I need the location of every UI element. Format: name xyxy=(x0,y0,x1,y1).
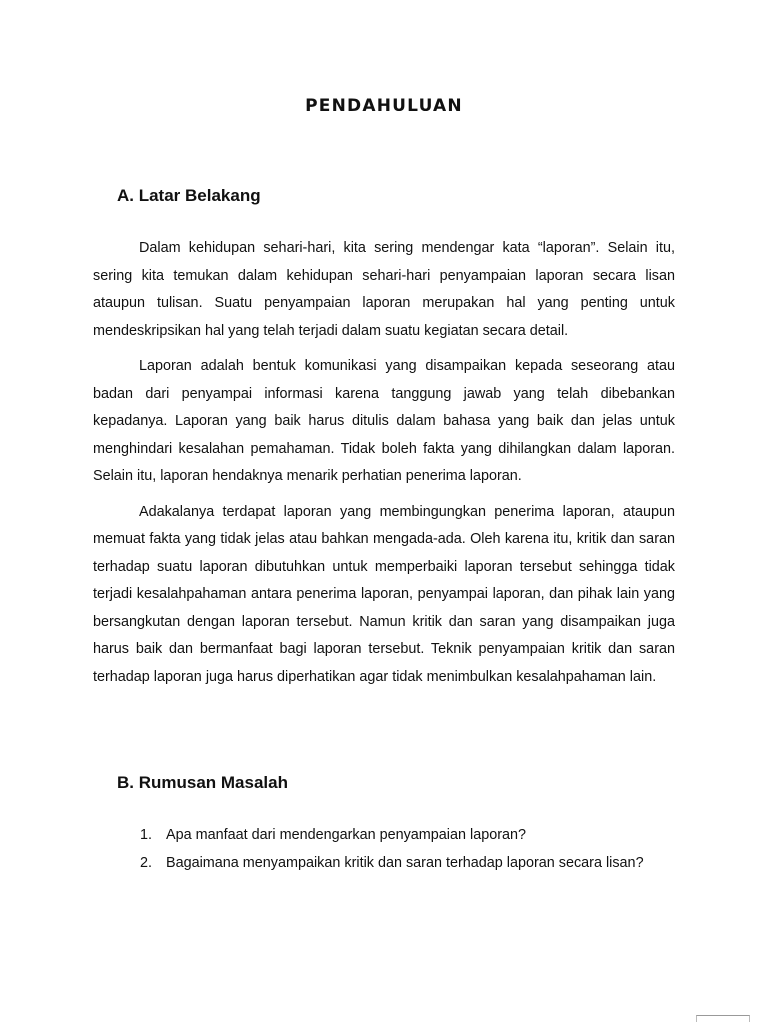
section-heading-rumusan-masalah: B. Rumusan Masalah xyxy=(117,773,288,792)
paragraph: Laporan adalah bentuk komunikasi yang disampaikan kepada seseorang atau badan dari penyampai informasi karena tanggung jawab yang telah dibebankan kepadanya. Laporan yang baik harus ditulis dalam bahasa yang baik dan jelas untuk menghindari kesalahan pemahaman. Tidak boleh fakta yang dihilangkan dalam laporan. Selain itu, laporan hendaknya menarik perhatian penerima laporan. xyxy=(93,358,675,484)
list-item-number: 2. xyxy=(140,854,153,871)
paragraph: Dalam kehidupan sehari-hari, kita sering mendengar kata “laporan”. Selain itu, sering kita temukan dalam kehidupan sehari-hari penyampaian laporan secara lisan ataupun tulisan. Suatu penyampaian laporan merupakan hal yang penting untuk mendeskripsikan hal yang telah terjadi dalam suatu kegiatan secara detail. xyxy=(93,240,675,339)
section-heading-latar-belakang: A. Latar Belakang xyxy=(117,186,261,205)
list-item xyxy=(140,822,675,850)
list-item-text: Bagaimana menyampaikan kritik dan saran terhadap laporan secara lisan? xyxy=(166,854,644,871)
page-title: PENDAHULUAN xyxy=(305,96,463,116)
section-body-latar-belakang xyxy=(93,235,675,699)
page-corner-mark xyxy=(696,1015,750,1022)
list-item-number: 1. xyxy=(140,827,153,843)
list-item-text: Apa manfaat dari mendengarkan penyampaian laporan? xyxy=(166,827,527,843)
paragraph: Adakalanya terdapat laporan yang membingungkan penerima laporan, ataupun memuat fakta yang tidak jelas atau bahkan mengada-ada. Oleh karena itu, kritik dan saran terhadap suatu laporan dibutuhkan untuk memperbaiki laporan tersebut sehingga tidak terjadi kesalahpahaman antara penerima laporan, penyampai laporan, dan pihak lain yang bersangkutan dengan laporan tersebut. Namun kritik dan saran yang disampaikan juga harus baik dan bermanfaat bagi laporan tersebut. Teknik penyampaian kritik dan saran terhadap laporan juga harus diperhatikan agar tidak menimbulkan kesalahpahaman lain. xyxy=(93,503,675,685)
problem-list xyxy=(140,822,675,877)
list-item xyxy=(140,850,675,878)
